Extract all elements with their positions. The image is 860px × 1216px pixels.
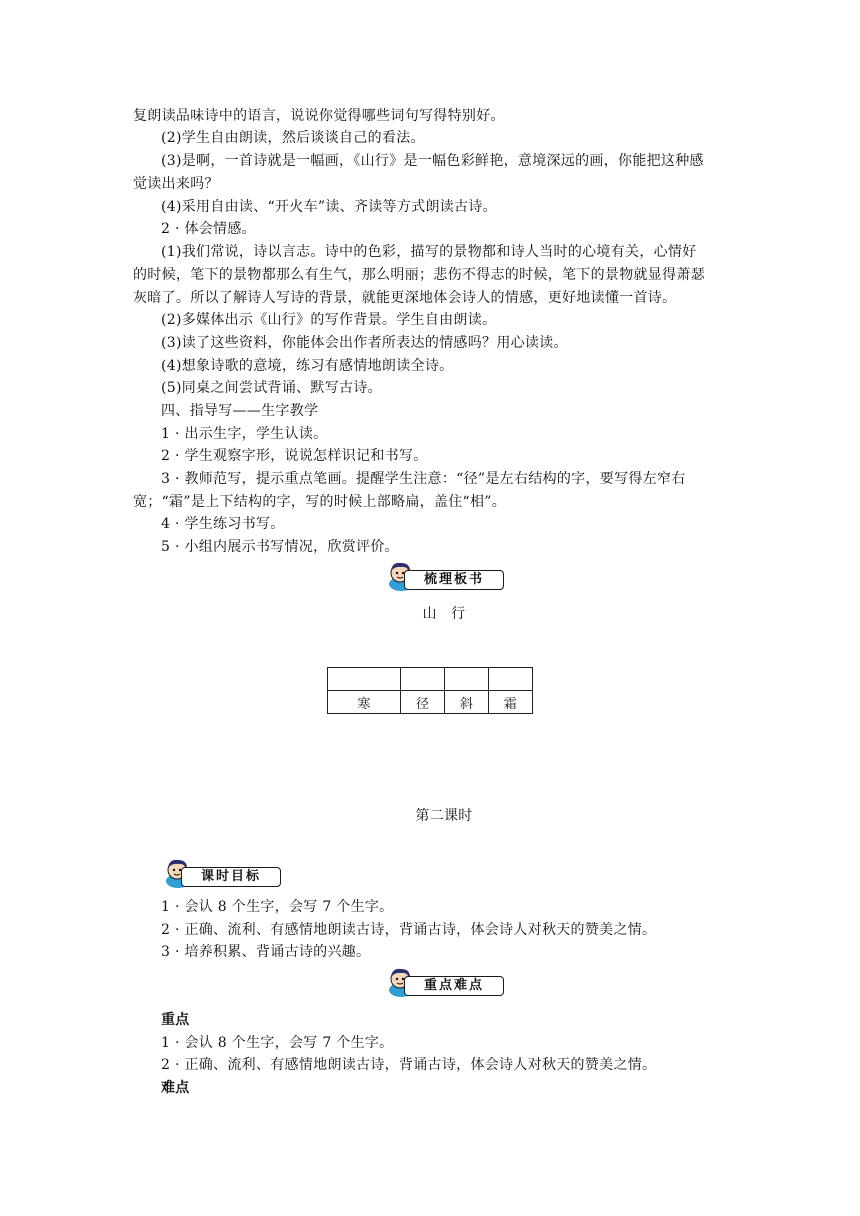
paragraph-line: 5 · 小组内展示书写情况，欣赏评价。 (161, 539, 399, 555)
board-title: 山 行 (422, 606, 466, 622)
paragraph-line: 灰暗了。所以了解诗人写诗的背景，就能更深地体会诗人的情感，更好地读懂一首诗。 (133, 290, 677, 306)
badge-label: 梳理板书 (423, 572, 484, 587)
goal-item: 1 · 会认 8 个生字，会写 7 个生字。 (161, 899, 394, 915)
table-cell: 寒 (328, 691, 401, 714)
paragraph-line: (4)想象诗歌的意境，练习有感情地朗读全诗。 (161, 358, 454, 374)
section-heading: 四、指导写——生字教学 (161, 403, 319, 419)
board-section-badge (384, 560, 504, 592)
paragraph-line: (3)读了这些资料，你能体会出作者所表达的情感吗？用心读读。 (161, 335, 568, 351)
table-cell (488, 668, 532, 691)
paragraph-line: (4)采用自由读、“开火车”读、齐读等方式朗读古诗。 (161, 199, 497, 215)
paragraph-line: 觉读出来吗？ (133, 176, 219, 192)
difficulty-heading: 难点 (161, 1080, 190, 1096)
paragraph-line: 的时候，笔下的景物都那么有生气，那么明丽；悲伤不得志的时候，笔下的景物就显得萧瑟 (133, 267, 705, 283)
goals-section-badge (161, 857, 281, 889)
paragraph-line: 复朗读品味诗中的语言，说说你觉得哪些词句写得特别好。 (133, 108, 505, 124)
table-row (328, 668, 533, 691)
lesson-title: 第二课时 (415, 808, 473, 824)
table-cell (328, 668, 401, 691)
key-item: 1 · 会认 8 个生字，会写 7 个生字。 (161, 1035, 394, 1051)
key-points-section-badge (384, 966, 504, 998)
table-cell: 斜 (445, 691, 488, 714)
blackboard-table (327, 667, 533, 714)
paragraph-line: (3)是啊，一首诗就是一幅画，《山行》是一幅色彩鲜艳，意境深远的画，你能把这种感 (161, 153, 704, 169)
table-cell (445, 668, 488, 691)
paragraph-line: (5)同桌之间尝试背诵、默写古诗。 (161, 380, 382, 396)
paragraph-line: 3 · 教师范写，提示重点笔画。提醒学生注意：“径”是左右结构的字，要写得左窄右 (161, 471, 686, 487)
paragraph-line: (2)学生自由朗读，然后谈谈自己的看法。 (161, 130, 425, 146)
paragraph-line: 2 · 学生观察字形，说说怎样识记和书写。 (161, 448, 428, 464)
paragraph-line: (2)多媒体出示《山行》的写作背景。学生自由朗读。 (161, 312, 497, 328)
badge-label: 重点难点 (423, 978, 484, 993)
paragraph-line: 宽；“霜”是上下结构的字，写的时候上部略扁，盖住“相”。 (133, 494, 507, 510)
goal-item: 3 · 培养积累、背诵古诗的兴趣。 (161, 944, 371, 960)
badge-label: 课时目标 (200, 869, 261, 884)
key-heading: 重点 (161, 1012, 190, 1028)
table-cell: 霜 (488, 691, 532, 714)
goal-item: 2 · 正确、流利、有感情地朗读古诗，背诵古诗，体会诗人对秋天的赞美之情。 (161, 922, 657, 938)
table-row (328, 691, 533, 714)
key-item: 2 · 正确、流利、有感情地朗读古诗，背诵古诗，体会诗人对秋天的赞美之情。 (161, 1057, 657, 1073)
table-cell: 径 (400, 691, 444, 714)
table-cell (400, 668, 444, 691)
paragraph-line: 1 · 出示生字，学生认读。 (161, 426, 328, 442)
paragraph-line: 4 · 学生练习书写。 (161, 516, 285, 532)
section-heading: 2 · 体会情感。 (161, 221, 256, 237)
paragraph-line: (1)我们常说，诗以言志。诗中的色彩，描写的景物都和诗人当时的心境有关，心情好 (161, 244, 697, 260)
